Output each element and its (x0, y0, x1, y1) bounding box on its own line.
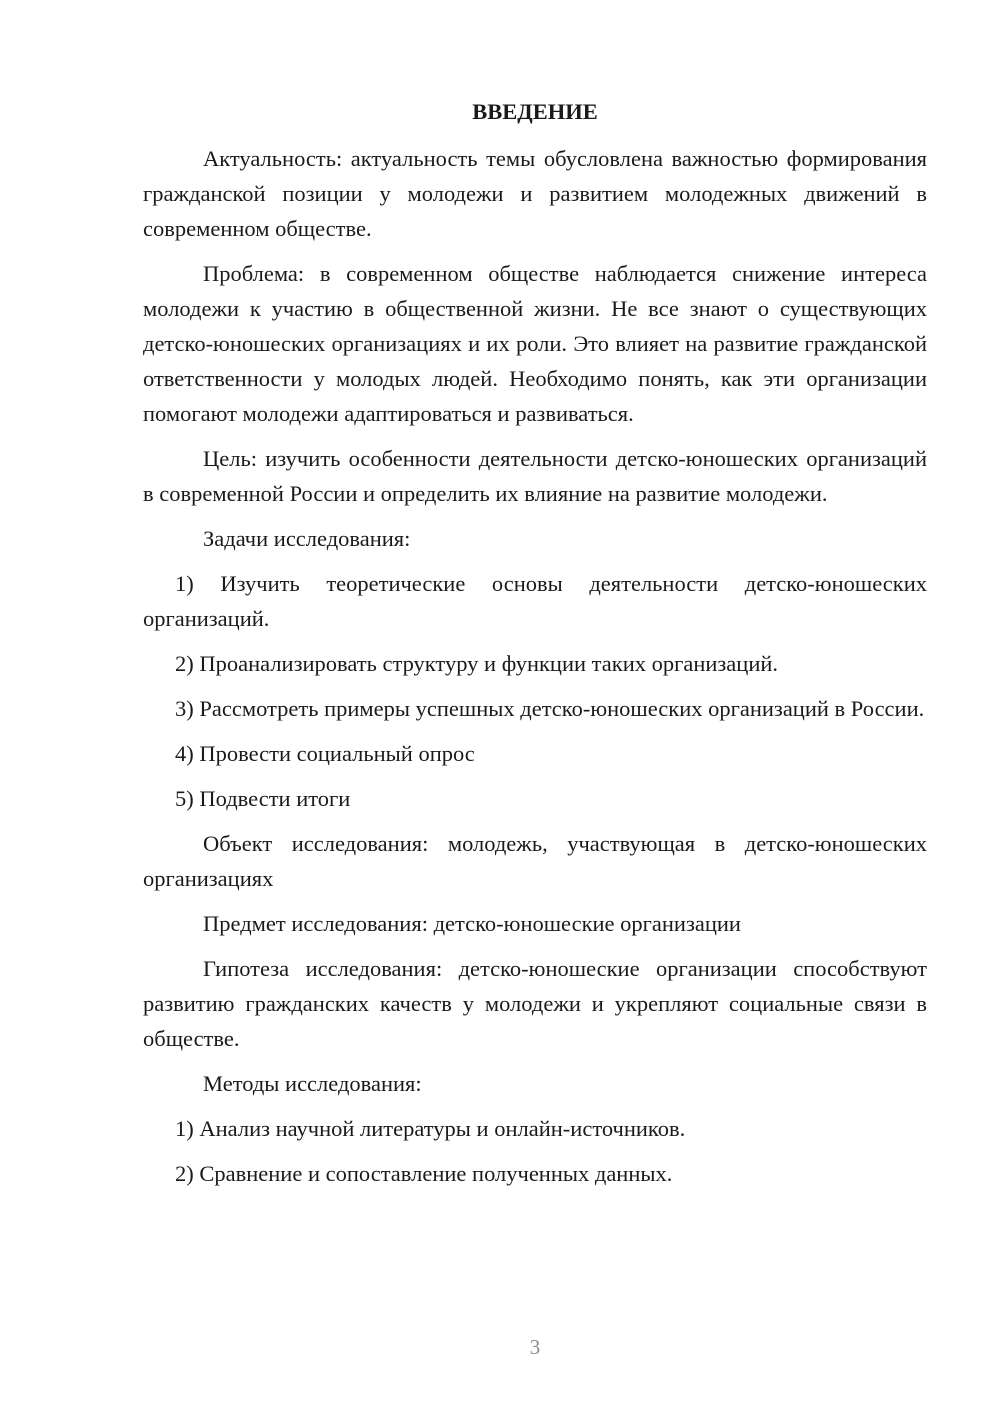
method-item: 1) Анализ научной литературы и онлайн-источников. (175, 1116, 686, 1141)
page-number: 3 (529, 1335, 541, 1359)
method-item: 2) Сравнение и сопоставление полученных данных. (175, 1161, 673, 1186)
paragraph-subject: Предмет исследования: детско-юношеские организации (203, 911, 741, 936)
methods-heading: Методы исследования: (203, 1071, 422, 1096)
task-item: 4) Провести социальный опрос (175, 741, 475, 766)
task-item: 5) Подвести итоги (175, 786, 351, 811)
task-item: 1) Изучить теоретические основы деятельности детско-юношеских организаций. (143, 571, 927, 631)
paragraph-object: Объект исследования: молодежь, участвующая в детско-юношеских организациях (143, 831, 927, 891)
paragraph-goal: Цель: изучить особенности деятельности детско-юношеских организаций в современной России и определить их влияние на развитие молодежи. (143, 446, 927, 506)
paragraph-relevance: Актуальность: актуальность темы обусловлена важностью формирования гражданской позиции у молодежи и развитием молодежных движений в современном обществе. (143, 146, 927, 241)
task-item: 2) Проанализировать структуру и функции таких организаций. (175, 651, 779, 676)
task-item: 3) Рассмотреть примеры успешных детско-юношеских организаций в России. (175, 696, 925, 721)
paragraph-hypothesis: Гипотеза исследования: детско-юношеские организации способствуют развитию гражданских качеств у молодежи и укрепляют социальные связи в обществе. (143, 956, 927, 1051)
paragraph-problem: Проблема: в современном обществе наблюдается снижение интереса молодежи к участию в общественной жизни. Не все знают о существующих детско-юношеских организациях и их роли. Это влияет на развитие гражданской ответственности у молодых людей. Необходимо понять, как эти организации помогают молодежи адаптироваться и развиваться. (143, 261, 927, 426)
tasks-heading: Задачи исследования: (203, 526, 411, 551)
page-title: ВВЕДЕНИЕ (472, 99, 598, 124)
page-body (143, 94, 927, 1201)
